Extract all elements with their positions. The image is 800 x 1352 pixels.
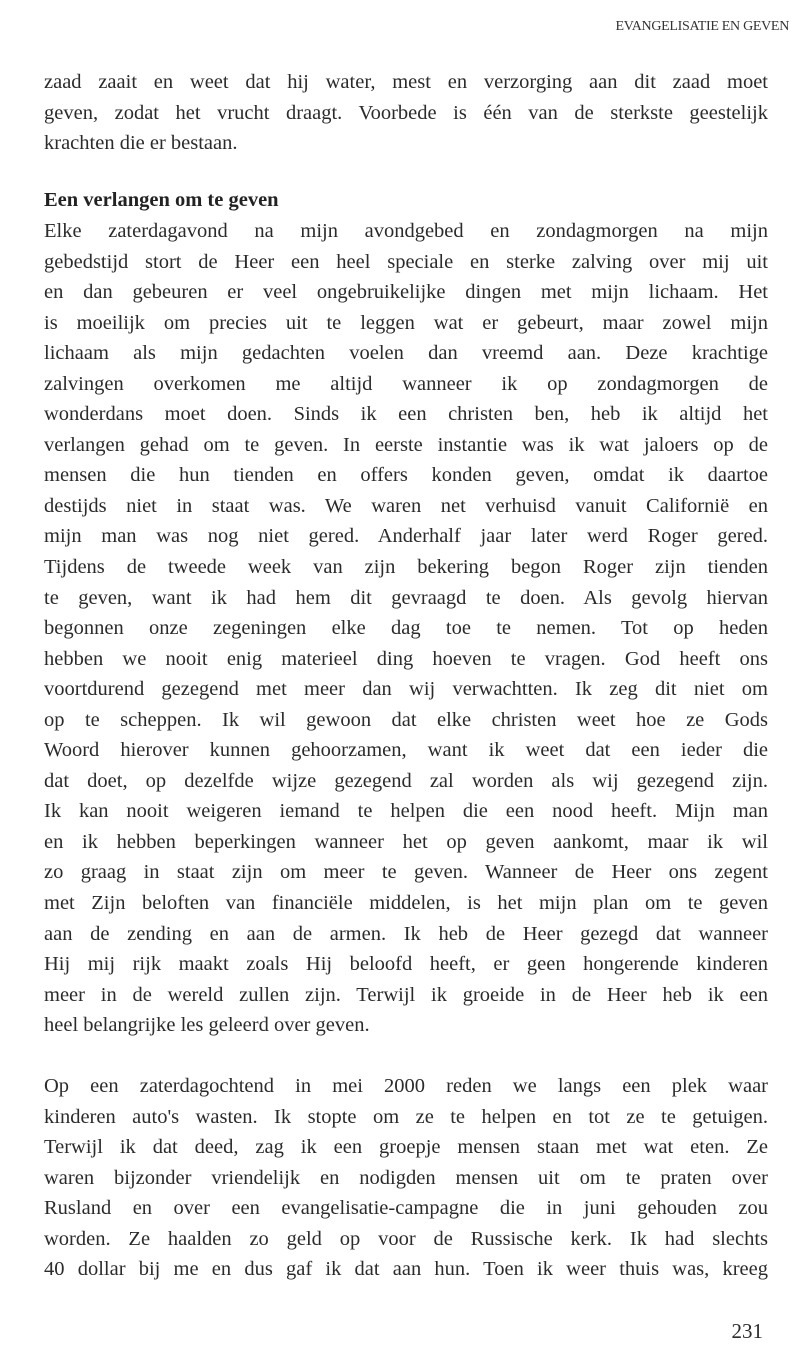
text-line: lichaam als mijn gedachten voelen dan vreemd aan. Deze krachtige [44, 342, 768, 365]
section-heading: Een verlangen om te geven [44, 189, 279, 211]
text-line: begonnen onze zegeningen elke dag toe te nemen. Tot op heden [44, 617, 768, 640]
text-line: wonderdans moet doen. Sinds ik een christen ben, heb ik altijd het [44, 403, 768, 426]
text-line: kinderen auto's wasten. Ik stopte om ze te helpen en tot ze te getuigen. [44, 1105, 768, 1128]
text-line: Terwijl ik dat deed, zag ik een groepje mensen staan met wat eten. Ze [44, 1136, 768, 1159]
text-line: zaad zaait en weet dat hij water, mest en verzorging aan dit zaad moet [44, 71, 768, 93]
text-line: destijds niet in staat was. We waren net verhuisd vanuit Californië en [44, 494, 768, 517]
text-line: 40 dollar bij me en dus gaf ik dat aan hun. Toen ik weer thuis was, kreeg [44, 1258, 768, 1281]
text-line: op te scheppen. Ik wil gewoon dat elke christen weet hoe ze Gods [44, 708, 768, 731]
text-line: Rusland en over een evangelisatie-campagne die in juni gehouden zou [44, 1197, 768, 1220]
text-line: gebedstijd stort de Heer een heel speciale en sterke zalving over mij uit [44, 250, 768, 273]
text-line: te geven, want ik had hem dit gevraagd te doen. Als gevolg hiervan [44, 586, 768, 609]
text-line: mensen die hun tienden en offers konden geven, omdat ik daartoe [44, 464, 768, 487]
page-number: 231 [731, 1319, 763, 1343]
text-line: en dan gebeuren er veel ongebruikelijke dingen met mijn lichaam. Het [44, 281, 768, 304]
text-line: hebben we nooit enig materieel ding hoeven te vragen. God heeft ons [44, 647, 768, 670]
text-line: worden. Ze haalden zo geld op voor de Russische kerk. Ik had slechts [44, 1227, 768, 1250]
paragraph-verlangen [44, 216, 768, 1041]
text-line: heel belangrijke les geleerd over geven. [44, 1014, 370, 1037]
text-line: met Zijn beloften van financiële middelen, is het mijn plan om te geven [44, 892, 768, 915]
text-line: meer in de wereld zullen zijn. Terwijl ik groeide in de Heer heb ik een [44, 983, 768, 1006]
text-line: dat doet, op dezelfde wijze gezegend zal worden als wij gezegend zijn. [44, 769, 768, 792]
text-line: Op een zaterdagochtend in mei 2000 reden we langs een plek waar [44, 1075, 768, 1097]
text-line: mijn man was nog niet gered. Anderhalf jaar later werd Roger gered. [44, 525, 768, 548]
text-line: aan de zending en aan de armen. Ik heb de Heer gezegd dat wanneer [44, 922, 768, 945]
text-line: waren bijzonder vriendelijk en nodigden mensen uit om te praten over [44, 1166, 768, 1189]
text-line: krachten die er bestaan. [44, 132, 238, 155]
text-line: en ik hebben beperkingen wanneer het op geven aankomt, maar ik wil [44, 830, 768, 853]
text-line: zalvingen overkomen me altijd wanneer ik op zondagmorgen de [44, 372, 768, 395]
text-line: voortdurend gezegend met meer dan wij verwachtten. Ik zeg dit niet om [44, 678, 768, 701]
paragraph-zaterdagochtend [44, 1071, 768, 1285]
text-line: verlangen gehad om te geven. In eerste instantie was ik wat jaloers op de [44, 433, 768, 456]
text-line: Tijdens de tweede week van zijn bekering begon Roger zijn tienden [44, 556, 768, 579]
text-line: Ik kan nooit weigeren iemand te helpen die een nood heeft. Mijn man [44, 800, 768, 823]
text-line: geven, zodat het vrucht draagt. Voorbede is één van de sterkste geestelijk [44, 101, 768, 124]
paragraph-intro [44, 67, 768, 159]
text-line: zo graag in staat zijn om meer te geven. Wanneer de Heer ons zegent [44, 861, 768, 884]
text-line: Hij mij rijk maakt zoals Hij beloofd heeft, er geen hongerende kinderen [44, 953, 768, 976]
running-head: EVANGELISATIE EN GEVEN [615, 19, 789, 34]
text-line: Elke zaterdagavond na mijn avondgebed en zondagmorgen na mijn [44, 220, 768, 242]
text-line: is moeilijk om precies uit te leggen wat er gebeurt, maar zowel mijn [44, 311, 768, 334]
text-line: Woord hierover kunnen gehoorzamen, want ik weet dat een ieder die [44, 739, 768, 762]
